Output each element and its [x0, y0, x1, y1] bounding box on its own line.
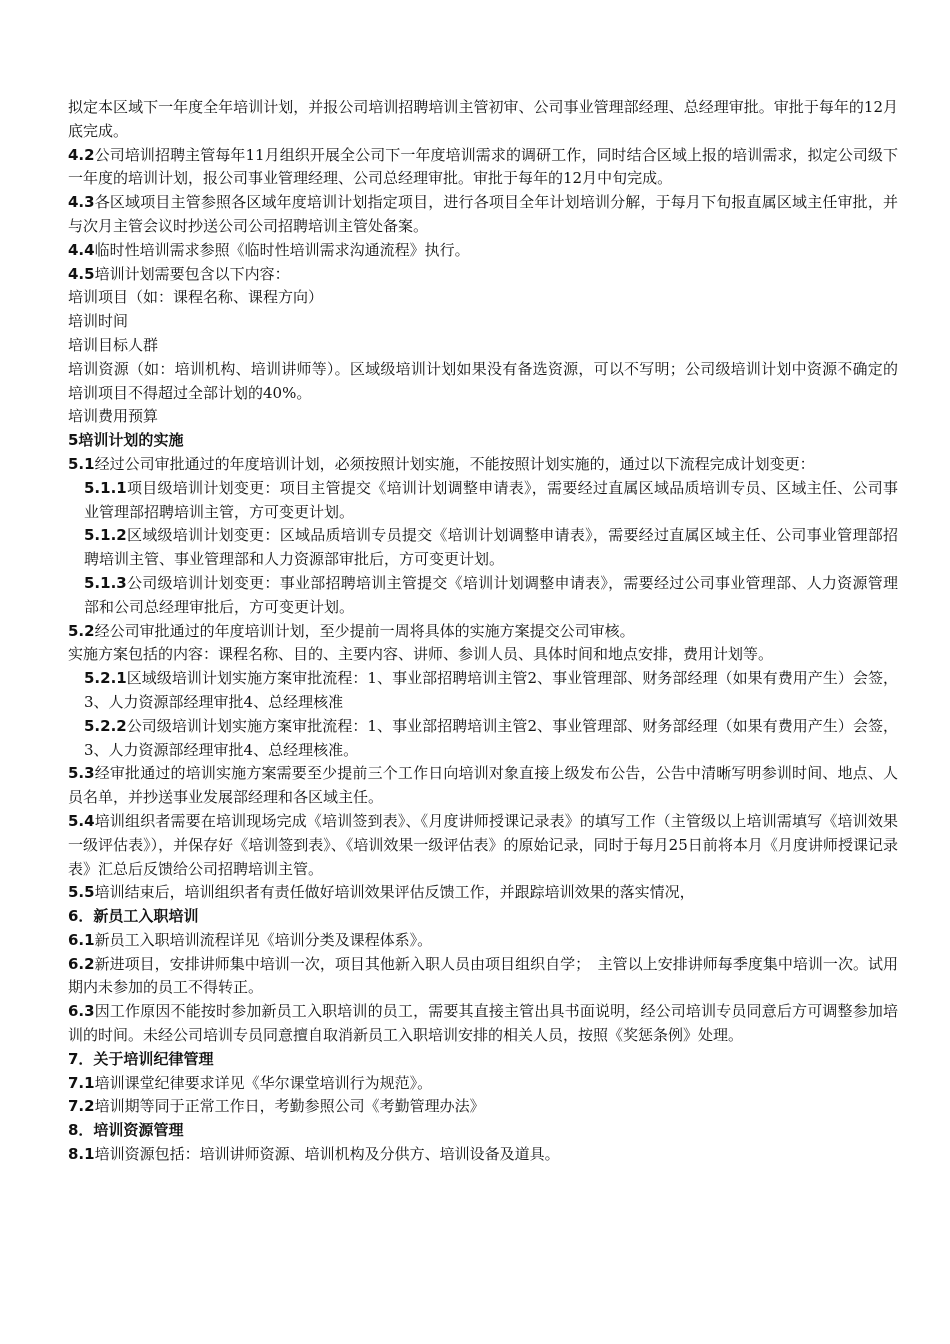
paragraph: [68, 405, 898, 429]
clause-number: 4.4: [68, 240, 95, 259]
paragraph-text: 培训结束后，培训组织者有责任做好培训效果评估反馈工作，并跟踪培训效果的落实情况，: [94, 883, 695, 902]
clause-number: 5.1.1: [84, 478, 127, 497]
paragraph-text: 培训组织者需要在培训现场完成《培训签到表》、《月度讲师授课记录表》的填写工作（主管级以上培训需填写《培训效果一级评估表》），并保存好《培训签到表》、《培训效果一级评估表》的原始记录，同时于每月25日前将本月《月度讲师授课记录表》汇总后反馈给公司招聘培训主管。: [68, 811, 898, 878]
section-heading: 5培训计划的实施: [68, 431, 184, 450]
paragraph-text: 培训资源包括：培训讲师资源、培训机构及分供方、培训设备及道具。: [94, 1145, 560, 1164]
paragraph: [68, 358, 898, 406]
paragraph: [68, 620, 898, 644]
paragraph: [68, 762, 898, 810]
clause-number: 6.1: [68, 930, 95, 949]
paragraph: [68, 144, 898, 192]
clause-number: 4.3: [68, 193, 95, 212]
paragraph-text: 因工作原因不能按时参加新员工入职培训的员工，需要其直接主管出具书面说明，经公司培训专员同意后方可调整参加培训的时间。未经公司培训专员同意擅自取消新员工入职培训安排的相关人员，按照《奖惩条例》处理。: [68, 1002, 898, 1045]
section-heading: 7．关于培训纪律管理: [68, 1049, 214, 1068]
paragraph: [68, 263, 898, 287]
paragraph-text: 公司级培训计划实施方案审批流程：1、事业部招聘培训主管2、事业管理部、财务部经理（如果有费用产生）会签，3、人力资源部经理审批4、总经理核准。: [84, 716, 898, 759]
paragraph: [68, 96, 898, 144]
paragraph: [68, 334, 898, 358]
paragraph: [68, 715, 898, 763]
paragraph: [68, 810, 898, 881]
paragraph-text: 拟定本区域下一年度全年培训计划，并报公司培训招聘培训主管初审、公司事业管理部经理、总经理审批。审批于每年的12月底完成。: [68, 98, 898, 140]
paragraph-text: 公司级培训计划变更：事业部招聘培训主管提交《培训计划调整申请表》，需要经过公司事业管理部、人力资源管理部和公司总经理审批后，方可变更计划。: [84, 573, 898, 616]
paragraph-text: 区域级培训计划实施方案审批流程：1、事业部招聘培训主管2、事业管理部、财务部经理（如果有费用产生）会签，3、人力资源部经理审批4、总经理核准: [84, 669, 898, 711]
document-body: [68, 96, 898, 1167]
paragraph: [68, 1000, 898, 1048]
paragraph-text: 培训时间: [68, 312, 129, 331]
paragraph: [68, 239, 898, 263]
paragraph: [68, 572, 898, 620]
paragraph: [68, 310, 898, 334]
paragraph-text: 公司培训招聘主管每年11月组织开展全公司下一年度培训需求的调研工作，同时结合区域上报的培训需求，拟定公司级下一年度的培训计划，报公司事业管理经理、公司总经理审批。审批于每年的12月中旬完成。: [68, 145, 898, 188]
paragraph-text: 经过公司审批通过的年度培训计划，必须按照计划实施，不能按照计划实施的，通过以下流程完成计划变更：: [94, 454, 815, 473]
clause-number: 5.2.2: [84, 716, 127, 735]
clause-number: 5.1.3: [84, 573, 127, 592]
section-heading: 6．新员工入职培训: [68, 907, 199, 926]
paragraph: [68, 453, 898, 477]
paragraph-text: 新进项目，安排讲师集中培训一次，项目其他新入职人员由项目组织自学； 主管以上安排讲师每季度集中培训一次。试用期内未参加的员工不得转正。: [68, 954, 898, 997]
paragraph-text: 培训课堂纪律要求详见《华尔课堂培训行为规范》。: [94, 1073, 433, 1092]
clause-number: 6.3: [68, 1002, 95, 1021]
paragraph: [68, 953, 898, 1001]
clause-number: 5.3: [68, 764, 95, 783]
paragraph: [68, 1095, 898, 1119]
clause-number: 5.4: [68, 811, 95, 830]
paragraph-text: 培训目标人群: [68, 335, 159, 354]
paragraph: [68, 643, 898, 667]
clause-number: 5.2: [68, 621, 95, 640]
paragraph: [68, 286, 898, 310]
clause-number: 5.2.1: [84, 669, 127, 688]
paragraph: [68, 1072, 898, 1096]
paragraph-text: 培训期等同于正常工作日，考勤参照公司《考勤管理办法》: [94, 1097, 485, 1116]
paragraph-text: 经公司审批通过的年度培训计划，至少提前一周将具体的实施方案提交公司审核。: [94, 621, 635, 640]
paragraph-text: 新员工入职培训流程详见《培训分类及课程体系》。: [94, 930, 433, 949]
clause-number: 5.5: [68, 883, 95, 902]
paragraph-text: 项目级培训计划变更：项目主管提交《培训计划调整申请表》，需要经过直属区域品质培训专员、区域主任、公司事业管理部招聘培训主管，方可变更计划。: [84, 478, 898, 521]
paragraph: [68, 524, 898, 572]
section-heading: 8．培训资源管理: [68, 1121, 184, 1140]
paragraph: [68, 667, 898, 715]
paragraph: [68, 191, 898, 239]
paragraph-text: 临时性培训需求参照《临时性培训需求沟通流程》执行。: [94, 240, 470, 259]
paragraph: [68, 881, 898, 905]
clause-number: 5.1.2: [84, 526, 127, 545]
clause-number: 8.1: [68, 1145, 95, 1164]
paragraph: [68, 929, 898, 953]
paragraph-text: 实施方案包括的内容：课程名称、目的、主要内容、讲师、参训人员、具体时间和地点安排，费用计划等。: [68, 645, 774, 664]
clause-number: 7.2: [68, 1097, 95, 1116]
paragraph-text: 培训资源（如：培训机构、培训讲师等）。区域级培训计划如果没有备选资源，可以不写明；公司级培训计划中资源不确定的培训项目不得超过全部计划的40%。: [68, 359, 898, 402]
clause-number: 6.2: [68, 954, 95, 973]
paragraph-text: 经审批通过的培训实施方案需要至少提前三个工作日向培训对象直接上级发布公告，公告中清晰写明参训时间、地点、人员名单，并抄送事业发展部经理和各区域主任。: [68, 764, 898, 807]
paragraph: [68, 1143, 898, 1167]
paragraph-text: 各区域项目主管参照各区域年度培训计划指定项目，进行各项目全年计划培训分解，于每月下旬报直属区域主任审批，并与次月主管会议时抄送公司公司招聘培训主管处备案。: [68, 193, 898, 235]
paragraph-text: 培训费用预算: [68, 407, 159, 426]
paragraph-text: 培训计划需要包含以下内容：: [94, 264, 290, 283]
paragraph: [68, 477, 898, 525]
clause-number: 4.2: [68, 145, 95, 164]
paragraph-text: 区域级培训计划变更：区域品质培训专员提交《培训计划调整申请表》，需要经过直属区域主任、公司事业管理部招聘培训主管、事业管理部和人力资源部审批后，方可变更计划。: [84, 526, 898, 569]
paragraph-text: 培训项目（如：课程名称、课程方向）: [68, 288, 324, 307]
clause-number: 7.1: [68, 1073, 95, 1092]
clause-number: 4.5: [68, 264, 95, 283]
clause-number: 5.1: [68, 454, 95, 473]
